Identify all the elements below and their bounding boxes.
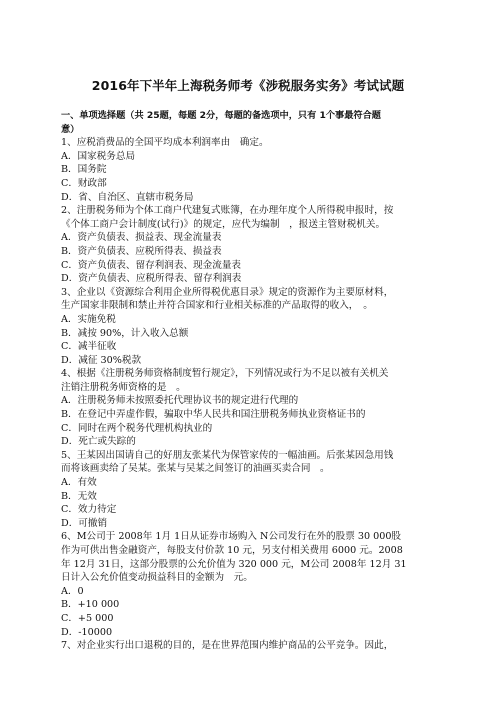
answer-option-line: A．有效 xyxy=(61,477,97,489)
answer-option-line: A．注册税务师未按照委托代理协议书的规定进行代理的 xyxy=(61,395,299,407)
question-text-line: 而将该画卖给了吴某。张某与吴某之间签订的油画买卖合同 。 xyxy=(61,463,330,475)
answer-option-line: D．资产负债表、应税所得表、留存利润表 xyxy=(61,273,242,285)
section-heading-line: 意） xyxy=(61,123,80,135)
answer-option-line: D．省、自治区、直辖市税务局 xyxy=(61,191,194,203)
answer-option-line: A．国家税务总局 xyxy=(61,150,136,162)
answer-option-line: D．-10000 xyxy=(61,626,113,638)
question-text-line: 生产国家非限制和禁止并符合国家和行业相关标准的产品取得的收入， 。 xyxy=(61,300,373,312)
question-text-line: 注销注册税务师资格的是 。 xyxy=(61,381,186,393)
answer-option-line: B．减按 90%，计入收入总额 xyxy=(61,327,189,339)
question-text-line: 1、应税消费品的全国平均成本利润率由 确定。 xyxy=(61,137,269,149)
answer-option-line: C．减半征收 xyxy=(61,341,117,353)
question-text-line: 《个体工商户会计制度(试行)》的规定，应代为编制 ，报送主管财税机关。 xyxy=(61,218,386,230)
answer-option-line: D．死亡或失踪的 xyxy=(61,436,136,448)
question-text-line: 6、M公司于 2008年 1月 1日从证券市场购入 N公司发行在外的股票 30 000股 xyxy=(61,531,402,543)
answer-option-line: A．0 xyxy=(61,585,84,597)
answer-option-line: D．减征 30%税款 xyxy=(61,354,142,366)
answer-option-line: B．+10 000 xyxy=(61,599,120,611)
answer-option-line: C．效力待定 xyxy=(61,504,117,516)
question-text-line: 年 12月 31日，这部分股票的公允价值为 320 000 元，M公司 2008年 12月 31 xyxy=(61,558,407,570)
question-text-line: 2、注册税务师为个体工商户代建复式账簿，在办理年度个人所得税申报时，按 xyxy=(61,205,394,217)
document-title: 2016年下半年上海税务师考《涉税服务实务》考试试题 xyxy=(91,78,405,93)
answer-option-line: B．在登记中弄虚作假，骗取中华人民共和国注册税务师执业资格证书的 xyxy=(61,409,366,421)
question-text-line: 5、王某因出国请自己的好朋友张某代为保管家传的一幅油画。后张某因急用钱 xyxy=(61,449,394,461)
answer-option-line: C．+5 000 xyxy=(61,612,114,624)
document-body xyxy=(61,109,437,653)
answer-option-line: C．资产负债表、留存利润表、现金流量表 xyxy=(61,259,242,271)
section-heading-line: 一、单项选择题（共 25题，每题 2分，每题的备选项中，只有 1个事最符合题 xyxy=(61,110,381,121)
answer-option-line: B．国务院 xyxy=(61,164,107,176)
question-text-line: 作为可供出售金融资产，每股支付价款 10 元，另支付相关费用 6000 元。2008 xyxy=(61,545,403,556)
answer-option-line: B．资产负债表、应税所得表、损益表 xyxy=(61,245,222,257)
question-text-line: 3、企业以《资源综合利用企业所得税优惠目录》规定的资源作为主要原材料， xyxy=(61,286,394,298)
question-text-line: 7、对企业实行出口退税的目的，是在世界范围内维护商品的公平竞争。因此， xyxy=(61,640,394,652)
answer-option-line: D．可撤销 xyxy=(61,517,108,529)
question-text-line: 日计入公允价值变动损益科目的金额为 元。 xyxy=(61,572,253,584)
answer-option-line: B．无效 xyxy=(61,490,97,502)
question-text-line: 4、根据《注册税务师资格制度暂行规定》，下列情况或行为不足以被有关机关 xyxy=(61,368,389,380)
answer-option-line: A．资产负债表、损益表、现金流量表 xyxy=(61,232,222,244)
answer-option-line: A．实施免税 xyxy=(61,313,116,325)
answer-option-line: C．财政部 xyxy=(61,177,107,189)
answer-option-line: C．同时在两个税务代理机构执业的 xyxy=(61,422,213,434)
